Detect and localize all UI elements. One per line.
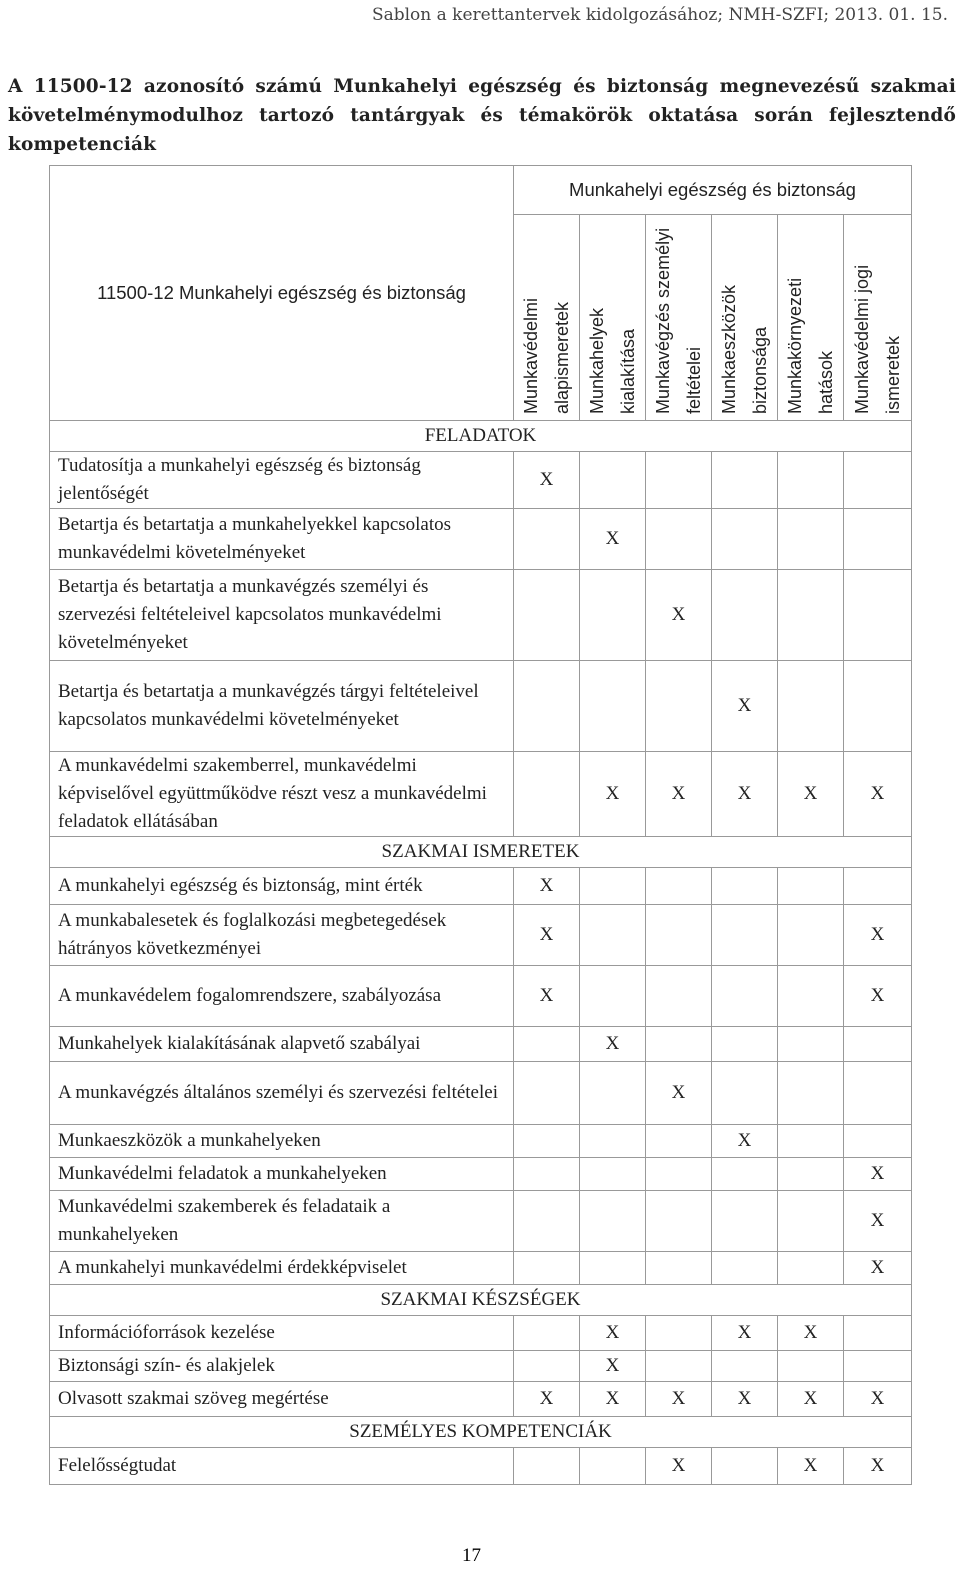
mark-cell bbox=[580, 452, 646, 509]
mark-cell: X bbox=[778, 1448, 844, 1485]
mark-cell bbox=[646, 868, 712, 905]
mark-cell bbox=[712, 452, 778, 509]
column-header bbox=[844, 215, 912, 421]
mark-cell bbox=[580, 1125, 646, 1158]
column-header-label: Munkakörnyezeti hatások bbox=[784, 277, 836, 414]
row-label: A munkahelyi egészség és biztonság, mint érték bbox=[50, 868, 514, 905]
mark-cell bbox=[580, 966, 646, 1027]
mark-cell bbox=[514, 1027, 580, 1062]
mark-cell: X bbox=[844, 966, 912, 1027]
mark-cell bbox=[646, 509, 712, 570]
section-header-row bbox=[50, 421, 912, 452]
mark-cell bbox=[844, 509, 912, 570]
table-row bbox=[50, 570, 912, 661]
table-row bbox=[50, 905, 912, 966]
table-row bbox=[50, 509, 912, 570]
table-row bbox=[50, 1027, 912, 1062]
row-label: A munkahelyi munkavédelmi érdekképviselet bbox=[50, 1252, 514, 1285]
row-label: A munkabalesetek és foglalkozási megbetegedések hátrányos következményei bbox=[50, 905, 514, 966]
mark-cell: X bbox=[712, 1125, 778, 1158]
mark-cell bbox=[778, 1252, 844, 1285]
mark-cell bbox=[646, 1158, 712, 1191]
mark-cell bbox=[646, 1125, 712, 1158]
column-header bbox=[778, 215, 844, 421]
mark-cell: X bbox=[514, 452, 580, 509]
mark-cell bbox=[646, 966, 712, 1027]
mark-cell bbox=[844, 1351, 912, 1382]
column-header-label: Munkavédelmi jogi ismeretek bbox=[851, 264, 903, 414]
table-row bbox=[50, 1252, 912, 1285]
mark-cell bbox=[514, 1316, 580, 1351]
mark-cell bbox=[514, 1125, 580, 1158]
mark-cell: X bbox=[778, 1316, 844, 1351]
mark-cell: X bbox=[514, 966, 580, 1027]
mark-cell: X bbox=[844, 1382, 912, 1417]
section-title: FELADATOK bbox=[50, 421, 912, 452]
table-row bbox=[50, 1351, 912, 1382]
mark-cell bbox=[778, 509, 844, 570]
column-header bbox=[514, 215, 580, 421]
mark-cell bbox=[646, 1351, 712, 1382]
mark-cell: X bbox=[580, 509, 646, 570]
mark-cell bbox=[712, 905, 778, 966]
mark-cell bbox=[778, 1125, 844, 1158]
mark-cell bbox=[778, 661, 844, 752]
table-row bbox=[50, 1191, 912, 1252]
mark-cell bbox=[778, 570, 844, 661]
mark-cell: X bbox=[646, 752, 712, 837]
mark-cell bbox=[580, 570, 646, 661]
mark-cell bbox=[712, 868, 778, 905]
mark-cell: X bbox=[712, 752, 778, 837]
mark-cell: X bbox=[712, 1382, 778, 1417]
column-header-label: Munkavégzés személyi feltételei bbox=[652, 227, 704, 414]
row-label: Felelősségtudat bbox=[50, 1448, 514, 1485]
mark-cell bbox=[580, 905, 646, 966]
mark-cell bbox=[778, 1351, 844, 1382]
section-header-row bbox=[50, 1417, 912, 1448]
mark-cell: X bbox=[580, 1351, 646, 1382]
row-label: Biztonsági szín- és alakjelek bbox=[50, 1351, 514, 1382]
mark-cell bbox=[646, 1316, 712, 1351]
row-label: Betartja és betartatja a munkahelyekkel kapcsolatos munkavédelmi követelményeket bbox=[50, 509, 514, 570]
mark-cell bbox=[778, 452, 844, 509]
mark-cell bbox=[712, 1158, 778, 1191]
page-number: 17 bbox=[462, 1545, 481, 1566]
mark-cell bbox=[514, 1062, 580, 1125]
table-row bbox=[50, 1062, 912, 1125]
table-row bbox=[50, 661, 912, 752]
mark-cell bbox=[514, 509, 580, 570]
mark-cell bbox=[844, 1316, 912, 1351]
section-title: SZEMÉLYES KOMPETENCIÁK bbox=[50, 1417, 912, 1448]
mark-cell bbox=[514, 752, 580, 837]
mark-cell bbox=[844, 1062, 912, 1125]
mark-cell bbox=[646, 1252, 712, 1285]
row-label: Betartja és betartatja a munkavégzés tárgyi feltételeivel kapcsolatos munkavédelmi követelményeket bbox=[50, 661, 514, 752]
mark-cell: X bbox=[844, 752, 912, 837]
column-header bbox=[712, 215, 778, 421]
row-label: Információforrások kezelése bbox=[50, 1316, 514, 1351]
module-label: 11500-12 Munkahelyi egészség és biztonság bbox=[50, 166, 514, 421]
mark-cell bbox=[712, 1448, 778, 1485]
section-header-row bbox=[50, 837, 912, 868]
mark-cell bbox=[712, 1062, 778, 1125]
table-row bbox=[50, 452, 912, 509]
table-row bbox=[50, 1448, 912, 1485]
mark-cell: X bbox=[844, 1158, 912, 1191]
mark-cell bbox=[580, 868, 646, 905]
mark-cell bbox=[514, 1448, 580, 1485]
row-label: Betartja és betartatja a munkavégzés személyi és szervezési feltételeivel kapcsolatos munkavédelmi követelményeket bbox=[50, 570, 514, 661]
section-title: SZAKMAI KÉSZSÉGEK bbox=[50, 1285, 912, 1316]
mark-cell bbox=[514, 1351, 580, 1382]
mark-cell bbox=[712, 1027, 778, 1062]
mark-cell: X bbox=[580, 1382, 646, 1417]
row-label: Olvasott szakmai szöveg megértése bbox=[50, 1382, 514, 1417]
mark-cell: X bbox=[514, 1382, 580, 1417]
section-header-row bbox=[50, 1285, 912, 1316]
mark-cell bbox=[580, 661, 646, 752]
mark-cell bbox=[514, 661, 580, 752]
mark-cell: X bbox=[646, 1382, 712, 1417]
competency-table bbox=[49, 165, 912, 1485]
mark-cell bbox=[712, 966, 778, 1027]
mark-cell: X bbox=[580, 752, 646, 837]
mark-cell bbox=[712, 509, 778, 570]
column-header-label: Munkavédelmi alapismeretek bbox=[520, 297, 572, 414]
header-note: Sablon a kerettantervek kidolgozásához; NMH-SZFI; 2013. 01. 15. bbox=[371, 5, 948, 25]
mark-cell: X bbox=[646, 570, 712, 661]
mark-cell bbox=[646, 661, 712, 752]
row-label: A munkavédelmi szakemberrel, munkavédelmi képviselővel együttműködve részt vesz a munkavédelmi feladatok ellátásában bbox=[50, 752, 514, 837]
column-header bbox=[646, 215, 712, 421]
mark-cell bbox=[778, 1062, 844, 1125]
mark-cell bbox=[844, 1027, 912, 1062]
mark-cell bbox=[844, 452, 912, 509]
mark-cell: X bbox=[712, 661, 778, 752]
mark-cell bbox=[778, 1158, 844, 1191]
mark-cell: X bbox=[778, 752, 844, 837]
table-row bbox=[50, 752, 912, 837]
mark-cell bbox=[580, 1062, 646, 1125]
column-header-label: Munkaeszközök biztonsága bbox=[718, 284, 770, 414]
mark-cell: X bbox=[580, 1316, 646, 1351]
row-label: Munkahelyek kialakításának alapvető szabályai bbox=[50, 1027, 514, 1062]
mark-cell bbox=[844, 570, 912, 661]
row-label: Munkaeszközök a munkahelyeken bbox=[50, 1125, 514, 1158]
mark-cell bbox=[844, 868, 912, 905]
mark-cell: X bbox=[646, 1062, 712, 1125]
subject-group-header: Munkahelyi egészség és biztonság bbox=[514, 166, 912, 215]
column-header-label: Munkahelyek kialakítása bbox=[586, 307, 638, 414]
mark-cell: X bbox=[778, 1382, 844, 1417]
row-label: A munkavégzés általános személyi és szervezési feltételei bbox=[50, 1062, 514, 1125]
column-header bbox=[580, 215, 646, 421]
table-row bbox=[50, 966, 912, 1027]
mark-cell bbox=[514, 1158, 580, 1191]
mark-cell: X bbox=[514, 905, 580, 966]
mark-cell bbox=[514, 1252, 580, 1285]
mark-cell: X bbox=[844, 1448, 912, 1485]
table-row bbox=[50, 868, 912, 905]
table-row bbox=[50, 1316, 912, 1351]
mark-cell bbox=[844, 661, 912, 752]
mark-cell: X bbox=[844, 1252, 912, 1285]
section-title: SZAKMAI ISMERETEK bbox=[50, 837, 912, 868]
mark-cell: X bbox=[844, 905, 912, 966]
mark-cell bbox=[514, 1191, 580, 1252]
mark-cell bbox=[712, 1351, 778, 1382]
mark-cell bbox=[580, 1252, 646, 1285]
row-label: Munkavédelmi feladatok a munkahelyeken bbox=[50, 1158, 514, 1191]
mark-cell bbox=[712, 1191, 778, 1252]
table-row bbox=[50, 1158, 912, 1191]
mark-cell bbox=[580, 1191, 646, 1252]
row-label: Munkavédelmi szakemberek és feladataik a munkahelyeken bbox=[50, 1191, 514, 1252]
mark-cell bbox=[646, 1027, 712, 1062]
row-label: Tudatosítja a munkahelyi egészség és biztonság jelentőségét bbox=[50, 452, 514, 509]
header-row-subject bbox=[50, 166, 912, 215]
mark-cell bbox=[778, 966, 844, 1027]
mark-cell bbox=[646, 1191, 712, 1252]
mark-cell bbox=[712, 570, 778, 661]
mark-cell bbox=[844, 1125, 912, 1158]
mark-cell bbox=[712, 1252, 778, 1285]
mark-cell: X bbox=[580, 1027, 646, 1062]
mark-cell: X bbox=[646, 1448, 712, 1485]
mark-cell bbox=[778, 905, 844, 966]
mark-cell: X bbox=[712, 1316, 778, 1351]
mark-cell bbox=[646, 905, 712, 966]
mark-cell bbox=[778, 1027, 844, 1062]
mark-cell bbox=[580, 1448, 646, 1485]
mark-cell bbox=[514, 570, 580, 661]
table-row bbox=[50, 1382, 912, 1417]
mark-cell: X bbox=[844, 1191, 912, 1252]
mark-cell bbox=[778, 1191, 844, 1252]
mark-cell bbox=[778, 868, 844, 905]
mark-cell bbox=[580, 1158, 646, 1191]
mark-cell bbox=[646, 452, 712, 509]
document-title: A 11500-12 azonosító számú Munkahelyi egészség és biztonság megnevezésű szakmai követelménymodulhoz tartozó tantárgyak és témakörök oktatása során fejlesztendő kompetenciák bbox=[8, 76, 956, 155]
mark-cell: X bbox=[514, 868, 580, 905]
row-label: A munkavédelem fogalomrendszere, szabályozása bbox=[50, 966, 514, 1027]
table-row bbox=[50, 1125, 912, 1158]
